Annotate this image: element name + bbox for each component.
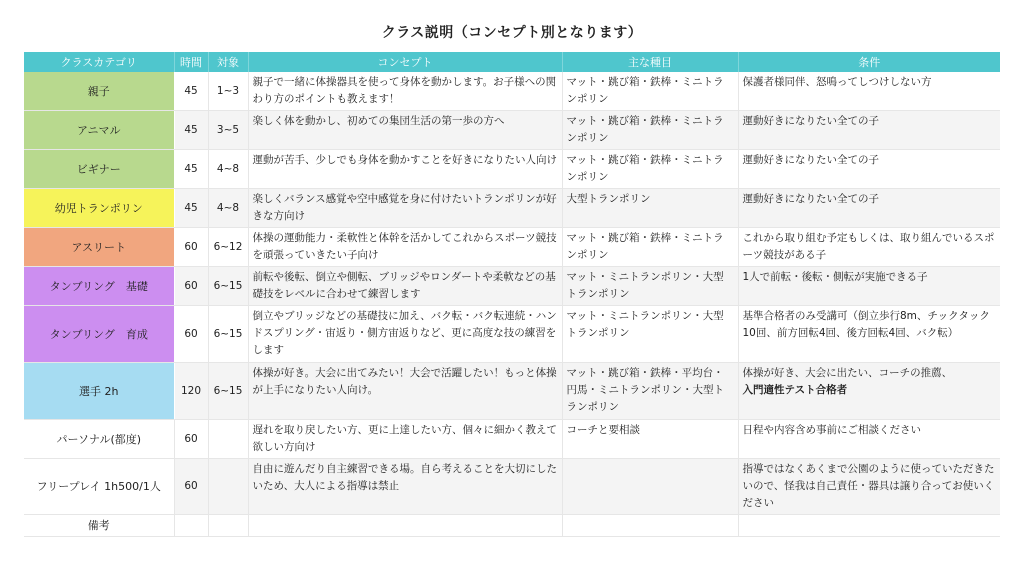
conditions-text: 体操が好き、大会に出たい、コーチの推薦、: [742, 367, 953, 379]
table-row: [24, 459, 1000, 515]
events-cell: [562, 515, 738, 537]
events-cell: マット・跳び箱・鉄棒・ミニトランポリン: [562, 150, 738, 189]
category-cell: 幼児トランポリン: [24, 189, 174, 228]
table-row: [24, 150, 1000, 189]
table-row: [24, 420, 1000, 459]
conditions-cell: 日程や内容含め事前にご相談ください: [738, 420, 1000, 459]
target-cell: 1~3: [208, 72, 248, 111]
category-cell: 親子: [24, 72, 174, 111]
category-cell: 備考: [24, 515, 174, 537]
conditions-cell: 運動好きになりたい全ての子: [738, 111, 1000, 150]
concept-cell: 前転や後転、倒立や側転、ブリッジやロンダートや柔軟などの基礎技をレベルに合わせて練習します: [248, 267, 562, 306]
time-cell: 60: [174, 306, 208, 363]
events-cell: マット・ミニトランポリン・大型トランポリン: [562, 267, 738, 306]
table-header-row: [24, 52, 1000, 72]
table-row: [24, 228, 1000, 267]
target-cell: 6~15: [208, 306, 248, 363]
time-cell: 60: [174, 459, 208, 515]
table-row: [24, 363, 1000, 420]
table-row: [24, 72, 1000, 111]
concept-cell: 遅れを取り戻したい方、更に上達したい方、個々に細かく教えて欲しい方向け: [248, 420, 562, 459]
events-cell: マット・跳び箱・鉄棒・ミニトランポリン: [562, 111, 738, 150]
header-events: 主な種目: [562, 52, 738, 72]
category-cell: 選手 2h: [24, 363, 174, 420]
conditions-cell: 指導ではなくあくまで公園のように使っていただきたいので、怪我は自己責任・器具は譲り合ってお使いください: [738, 459, 1000, 515]
target-cell: 6~15: [208, 363, 248, 420]
header-category: クラスカテゴリ: [24, 52, 174, 72]
concept-cell: 体操の運動能力・柔軟性と体幹を活かしてこれからスポーツ競技を頑張っていきたい子向け: [248, 228, 562, 267]
time-cell: 60: [174, 420, 208, 459]
category-cell: パーソナル(都度): [24, 420, 174, 459]
concept-cell: [248, 515, 562, 537]
conditions-cell: [738, 363, 1000, 420]
concept-cell: 倒立やブリッジなどの基礎技に加え、バク転・バク転連続・ハンドスプリング・宙返り・側方宙返りなど、更に高度な技の練習をします: [248, 306, 562, 363]
events-cell: マット・跳び箱・鉄棒・ミニトランポリン: [562, 72, 738, 111]
table-row: [24, 267, 1000, 306]
events-cell: マット・跳び箱・鉄棒・平均台・円馬・ミニトランポリン・大型トランポリン: [562, 363, 738, 420]
concept-cell: 親子で一緒に体操器具を使って身体を動かします。お子様への関わり方のポイントも教えます！: [248, 72, 562, 111]
target-cell: 4~8: [208, 189, 248, 228]
time-cell: 60: [174, 228, 208, 267]
header-concept: コンセプト: [248, 52, 562, 72]
class-table: [24, 52, 1000, 537]
table-row: [24, 111, 1000, 150]
conditions-cell: 運動好きになりたい全ての子: [738, 150, 1000, 189]
events-cell: 大型トランポリン: [562, 189, 738, 228]
conditions-cell: 基準合格者のみ受講可（倒立歩行8m、チックタック10回、前方回転4回、後方回転4回、バク転）: [738, 306, 1000, 363]
conditions-bold-text: 入門適性テスト合格者: [742, 384, 848, 396]
concept-cell: 運動が苦手、少しでも身体を動かすことを好きになりたい人向け: [248, 150, 562, 189]
events-cell: コーチと要相談: [562, 420, 738, 459]
time-cell: 120: [174, 363, 208, 420]
concept-cell: 楽しくバランス感覚や空中感覚を身に付けたいトランポリンが好きな方向け: [248, 189, 562, 228]
concept-cell: 楽しく体を動かし、初めての集団生活の第一歩の方へ: [248, 111, 562, 150]
conditions-cell: 1人で前転・後転・側転が実施できる子: [738, 267, 1000, 306]
category-cell: タンブリング 育成: [24, 306, 174, 363]
target-cell: [208, 515, 248, 537]
concept-cell: 体操が好き。大会に出てみたい！大会で活躍したい！もっと体操が上手になりたい人向け。: [248, 363, 562, 420]
page-title: クラス説明（コンセプト別となります）: [381, 25, 643, 41]
time-cell: 60: [174, 267, 208, 306]
conditions-cell: 運動好きになりたい全ての子: [738, 189, 1000, 228]
events-cell: マット・ミニトランポリン・大型トランポリン: [562, 306, 738, 363]
time-cell: 45: [174, 111, 208, 150]
category-cell: フリープレイ 1h500/1人: [24, 459, 174, 515]
conditions-cell: 保護者様同伴、怒鳴ってしつけしない方: [738, 72, 1000, 111]
time-cell: 45: [174, 189, 208, 228]
target-cell: [208, 459, 248, 515]
time-cell: [174, 515, 208, 537]
category-cell: タンブリング 基礎: [24, 267, 174, 306]
category-cell: アニマル: [24, 111, 174, 150]
table-row: [24, 189, 1000, 228]
header-conditions: 条件: [738, 52, 1000, 72]
table-row: [24, 306, 1000, 363]
target-cell: 6~15: [208, 267, 248, 306]
header-target: 対象: [208, 52, 248, 72]
category-cell: ビギナー: [24, 150, 174, 189]
events-cell: [562, 459, 738, 515]
conditions-cell: [738, 515, 1000, 537]
time-cell: 45: [174, 150, 208, 189]
category-cell: アスリート: [24, 228, 174, 267]
header-time: 時間: [174, 52, 208, 72]
target-cell: 4~8: [208, 150, 248, 189]
target-cell: 6~12: [208, 228, 248, 267]
table-row: [24, 515, 1000, 537]
conditions-cell: これから取り組む予定もしくは、取り組んでいるスポーツ競技がある子: [738, 228, 1000, 267]
target-cell: 3~5: [208, 111, 248, 150]
concept-cell: 自由に遊んだり自主練習できる場。自ら考えることを大切にしたいため、大人による指導は禁止: [248, 459, 562, 515]
target-cell: [208, 420, 248, 459]
time-cell: 45: [174, 72, 208, 111]
events-cell: マット・跳び箱・鉄棒・ミニトランポリン: [562, 228, 738, 267]
